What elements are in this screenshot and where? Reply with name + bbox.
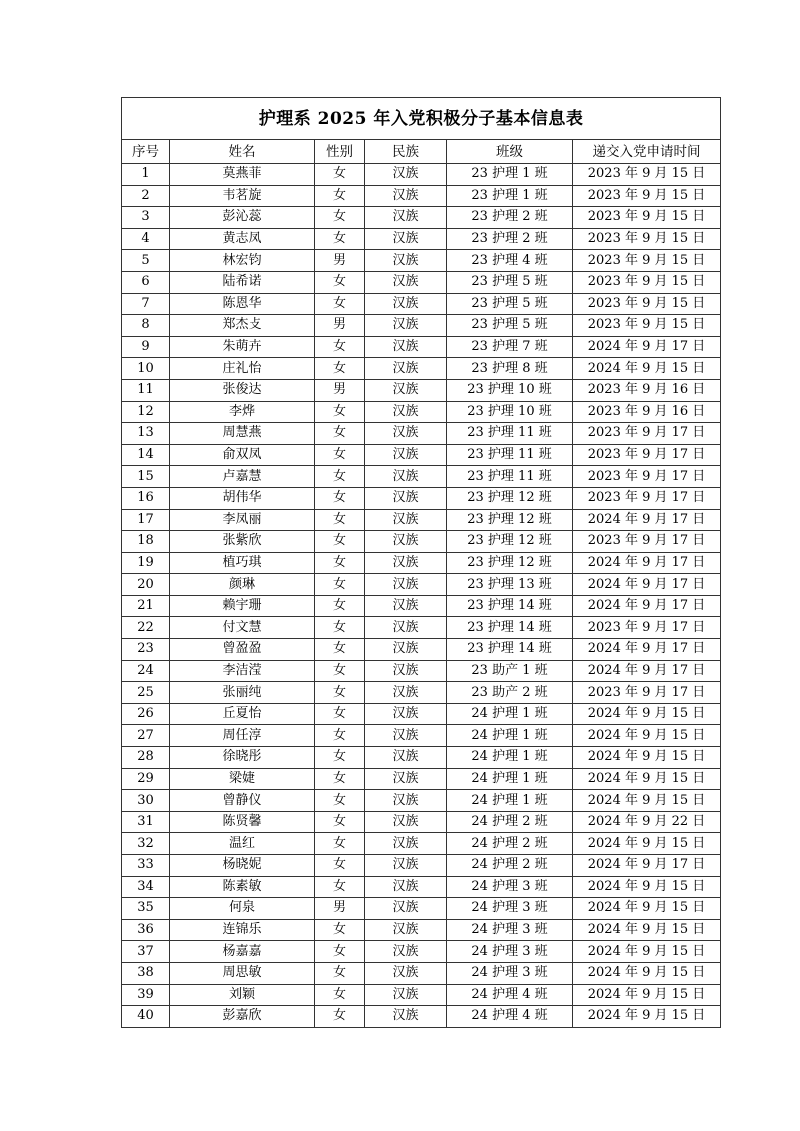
cell-application-date: 2023 年 9 月 15 日	[573, 271, 721, 293]
cell-index: 20	[122, 574, 170, 596]
table-row	[122, 833, 721, 855]
table-row	[122, 660, 721, 682]
cell-application-date: 2024 年 9 月 17 日	[573, 574, 721, 596]
cell-index: 23	[122, 639, 170, 661]
cell-name: 周任淳	[170, 725, 315, 747]
cell-gender: 女	[315, 660, 365, 682]
cell-index: 13	[122, 423, 170, 445]
cell-index: 16	[122, 487, 170, 509]
cell-gender: 女	[315, 639, 365, 661]
header-gender: 性别	[315, 140, 365, 164]
cell-class: 24 护理 4 班	[447, 1006, 573, 1028]
table-row	[122, 271, 721, 293]
cell-gender: 女	[315, 487, 365, 509]
table-row	[122, 487, 721, 509]
cell-name: 俞双凤	[170, 444, 315, 466]
cell-application-date: 2023 年 9 月 17 日	[573, 466, 721, 488]
cell-class: 24 护理 1 班	[447, 747, 573, 769]
cell-index: 14	[122, 444, 170, 466]
cell-ethnicity: 汉族	[365, 336, 447, 358]
cell-index: 25	[122, 682, 170, 704]
cell-class: 23 护理 2 班	[447, 228, 573, 250]
cell-class: 23 护理 12 班	[447, 487, 573, 509]
cell-ethnicity: 汉族	[365, 919, 447, 941]
cell-class: 23 护理 11 班	[447, 466, 573, 488]
table-row	[122, 595, 721, 617]
cell-class: 23 护理 2 班	[447, 207, 573, 229]
cell-application-date: 2024 年 9 月 17 日	[573, 552, 721, 574]
cell-name: 杨晓妮	[170, 855, 315, 877]
table-title: 护理系 2025 年入党积极分子基本信息表	[122, 98, 721, 140]
cell-name: 陈恩华	[170, 293, 315, 315]
header-row	[122, 140, 721, 164]
cell-gender: 女	[315, 185, 365, 207]
cell-application-date: 2023 年 9 月 17 日	[573, 423, 721, 445]
cell-class: 24 护理 2 班	[447, 811, 573, 833]
cell-name: 李洁滢	[170, 660, 315, 682]
cell-gender: 女	[315, 768, 365, 790]
cell-gender: 女	[315, 552, 365, 574]
cell-gender: 女	[315, 509, 365, 531]
table-row	[122, 293, 721, 315]
cell-class: 24 护理 3 班	[447, 962, 573, 984]
cell-name: 陆希诺	[170, 271, 315, 293]
cell-application-date: 2023 年 9 月 17 日	[573, 617, 721, 639]
cell-class: 23 护理 5 班	[447, 293, 573, 315]
cell-name: 曾静仪	[170, 790, 315, 812]
cell-name: 彭嘉欣	[170, 1006, 315, 1028]
cell-application-date: 2023 年 9 月 15 日	[573, 250, 721, 272]
cell-ethnicity: 汉族	[365, 876, 447, 898]
cell-name: 莫燕菲	[170, 164, 315, 186]
cell-index: 18	[122, 531, 170, 553]
cell-class: 23 护理 1 班	[447, 185, 573, 207]
cell-gender: 女	[315, 876, 365, 898]
cell-class: 24 护理 2 班	[447, 833, 573, 855]
cell-ethnicity: 汉族	[365, 531, 447, 553]
cell-name: 周慧燕	[170, 423, 315, 445]
cell-name: 温红	[170, 833, 315, 855]
cell-index: 36	[122, 919, 170, 941]
cell-application-date: 2023 年 9 月 17 日	[573, 487, 721, 509]
table-row	[122, 1006, 721, 1028]
cell-application-date: 2023 年 9 月 17 日	[573, 682, 721, 704]
table-row	[122, 552, 721, 574]
header-name: 姓名	[170, 140, 315, 164]
cell-gender: 女	[315, 423, 365, 445]
cell-ethnicity: 汉族	[365, 962, 447, 984]
cell-application-date: 2024 年 9 月 17 日	[573, 509, 721, 531]
header-ethnicity: 民族	[365, 140, 447, 164]
cell-index: 38	[122, 962, 170, 984]
cell-name: 颜琳	[170, 574, 315, 596]
cell-index: 5	[122, 250, 170, 272]
cell-class: 24 护理 1 班	[447, 703, 573, 725]
cell-name: 赖宇珊	[170, 595, 315, 617]
cell-ethnicity: 汉族	[365, 855, 447, 877]
cell-gender: 女	[315, 401, 365, 423]
cell-name: 张丽纯	[170, 682, 315, 704]
cell-gender: 女	[315, 811, 365, 833]
cell-class: 24 护理 3 班	[447, 876, 573, 898]
table-row	[122, 379, 721, 401]
cell-name: 连锦乐	[170, 919, 315, 941]
cell-name: 陈素敏	[170, 876, 315, 898]
table-row	[122, 185, 721, 207]
cell-name: 李烨	[170, 401, 315, 423]
cell-application-date: 2024 年 9 月 17 日	[573, 336, 721, 358]
cell-ethnicity: 汉族	[365, 811, 447, 833]
table-row	[122, 919, 721, 941]
cell-name: 植巧琪	[170, 552, 315, 574]
table-row	[122, 250, 721, 272]
cell-class: 23 护理 12 班	[447, 552, 573, 574]
cell-ethnicity: 汉族	[365, 358, 447, 380]
cell-index: 30	[122, 790, 170, 812]
cell-class: 23 护理 8 班	[447, 358, 573, 380]
cell-ethnicity: 汉族	[365, 185, 447, 207]
cell-class: 23 护理 14 班	[447, 595, 573, 617]
cell-index: 10	[122, 358, 170, 380]
cell-class: 23 护理 13 班	[447, 574, 573, 596]
cell-ethnicity: 汉族	[365, 768, 447, 790]
cell-class: 24 护理 3 班	[447, 941, 573, 963]
cell-index: 11	[122, 379, 170, 401]
table-row	[122, 725, 721, 747]
cell-name: 庄礼怡	[170, 358, 315, 380]
cell-application-date: 2024 年 9 月 17 日	[573, 639, 721, 661]
cell-index: 4	[122, 228, 170, 250]
cell-class: 23 护理 11 班	[447, 423, 573, 445]
cell-ethnicity: 汉族	[365, 898, 447, 920]
cell-ethnicity: 汉族	[365, 574, 447, 596]
cell-index: 3	[122, 207, 170, 229]
cell-index: 6	[122, 271, 170, 293]
cell-application-date: 2024 年 9 月 15 日	[573, 962, 721, 984]
cell-index: 35	[122, 898, 170, 920]
table-row	[122, 962, 721, 984]
cell-index: 12	[122, 401, 170, 423]
table-row	[122, 898, 721, 920]
cell-ethnicity: 汉族	[365, 725, 447, 747]
cell-gender: 女	[315, 855, 365, 877]
cell-class: 23 护理 12 班	[447, 509, 573, 531]
cell-name: 林宏钧	[170, 250, 315, 272]
cell-ethnicity: 汉族	[365, 703, 447, 725]
table-row	[122, 358, 721, 380]
cell-index: 39	[122, 984, 170, 1006]
cell-name: 杨嘉嘉	[170, 941, 315, 963]
cell-application-date: 2023 年 9 月 15 日	[573, 207, 721, 229]
cell-index: 37	[122, 941, 170, 963]
table-row	[122, 639, 721, 661]
table-row	[122, 984, 721, 1006]
table-row	[122, 768, 721, 790]
table-row	[122, 941, 721, 963]
cell-class: 23 护理 11 班	[447, 444, 573, 466]
cell-class: 24 护理 3 班	[447, 898, 573, 920]
cell-class: 23 护理 4 班	[447, 250, 573, 272]
cell-index: 28	[122, 747, 170, 769]
cell-ethnicity: 汉族	[365, 271, 447, 293]
cell-gender: 女	[315, 617, 365, 639]
cell-gender: 女	[315, 164, 365, 186]
cell-name: 周思敏	[170, 962, 315, 984]
cell-application-date: 2024 年 9 月 17 日	[573, 595, 721, 617]
cell-class: 23 助产 1 班	[447, 660, 573, 682]
table-row	[122, 682, 721, 704]
cell-ethnicity: 汉族	[365, 790, 447, 812]
cell-name: 张紫欣	[170, 531, 315, 553]
cell-class: 23 护理 5 班	[447, 271, 573, 293]
cell-ethnicity: 汉族	[365, 747, 447, 769]
cell-application-date: 2023 年 9 月 17 日	[573, 444, 721, 466]
cell-gender: 女	[315, 962, 365, 984]
cell-index: 7	[122, 293, 170, 315]
cell-ethnicity: 汉族	[365, 833, 447, 855]
cell-name: 刘颖	[170, 984, 315, 1006]
table-row	[122, 315, 721, 337]
cell-name: 付文慧	[170, 617, 315, 639]
table-row	[122, 790, 721, 812]
cell-ethnicity: 汉族	[365, 941, 447, 963]
cell-ethnicity: 汉族	[365, 401, 447, 423]
cell-application-date: 2023 年 9 月 15 日	[573, 185, 721, 207]
cell-name: 李凤丽	[170, 509, 315, 531]
cell-class: 24 护理 1 班	[447, 790, 573, 812]
cell-application-date: 2023 年 9 月 16 日	[573, 401, 721, 423]
table-row	[122, 855, 721, 877]
table-row	[122, 444, 721, 466]
cell-gender: 女	[315, 595, 365, 617]
member-info-table	[121, 97, 721, 1028]
cell-gender: 女	[315, 228, 365, 250]
cell-gender: 男	[315, 315, 365, 337]
cell-application-date: 2023 年 9 月 15 日	[573, 293, 721, 315]
cell-gender: 女	[315, 207, 365, 229]
cell-name: 徐晓彤	[170, 747, 315, 769]
cell-name: 郑杰攴	[170, 315, 315, 337]
cell-index: 33	[122, 855, 170, 877]
cell-ethnicity: 汉族	[365, 466, 447, 488]
table-row	[122, 509, 721, 531]
cell-application-date: 2024 年 9 月 15 日	[573, 790, 721, 812]
table-row	[122, 164, 721, 186]
cell-index: 1	[122, 164, 170, 186]
cell-gender: 女	[315, 466, 365, 488]
table-row	[122, 811, 721, 833]
cell-name: 何泉	[170, 898, 315, 920]
cell-class: 24 护理 1 班	[447, 725, 573, 747]
cell-application-date: 2024 年 9 月 15 日	[573, 941, 721, 963]
table-row	[122, 228, 721, 250]
cell-application-date: 2024 年 9 月 15 日	[573, 358, 721, 380]
cell-gender: 女	[315, 271, 365, 293]
cell-gender: 女	[315, 747, 365, 769]
table-row	[122, 876, 721, 898]
cell-application-date: 2023 年 9 月 15 日	[573, 164, 721, 186]
table-row	[122, 617, 721, 639]
cell-gender: 女	[315, 293, 365, 315]
cell-application-date: 2023 年 9 月 15 日	[573, 228, 721, 250]
cell-ethnicity: 汉族	[365, 164, 447, 186]
cell-class: 23 护理 14 班	[447, 639, 573, 661]
cell-ethnicity: 汉族	[365, 682, 447, 704]
cell-gender: 女	[315, 833, 365, 855]
table-row	[122, 703, 721, 725]
header-application-date: 递交入党申请时间	[573, 140, 721, 164]
cell-gender: 女	[315, 336, 365, 358]
cell-class: 23 护理 14 班	[447, 617, 573, 639]
cell-ethnicity: 汉族	[365, 379, 447, 401]
cell-name: 朱萌卉	[170, 336, 315, 358]
cell-application-date: 2024 年 9 月 17 日	[573, 660, 721, 682]
cell-ethnicity: 汉族	[365, 423, 447, 445]
table-row	[122, 531, 721, 553]
table-row	[122, 207, 721, 229]
cell-index: 29	[122, 768, 170, 790]
table-row	[122, 336, 721, 358]
cell-application-date: 2023 年 9 月 16 日	[573, 379, 721, 401]
cell-gender: 男	[315, 250, 365, 272]
cell-index: 26	[122, 703, 170, 725]
cell-index: 17	[122, 509, 170, 531]
cell-ethnicity: 汉族	[365, 1006, 447, 1028]
cell-gender: 男	[315, 379, 365, 401]
cell-name: 黄志凤	[170, 228, 315, 250]
cell-ethnicity: 汉族	[365, 487, 447, 509]
cell-application-date: 2024 年 9 月 15 日	[573, 919, 721, 941]
table-row	[122, 574, 721, 596]
cell-name: 卢嘉慧	[170, 466, 315, 488]
cell-ethnicity: 汉族	[365, 250, 447, 272]
cell-application-date: 2024 年 9 月 22 日	[573, 811, 721, 833]
table-row	[122, 401, 721, 423]
cell-application-date: 2023 年 9 月 15 日	[573, 315, 721, 337]
cell-index: 31	[122, 811, 170, 833]
cell-name: 彭沁蕊	[170, 207, 315, 229]
cell-application-date: 2024 年 9 月 15 日	[573, 725, 721, 747]
cell-class: 23 护理 5 班	[447, 315, 573, 337]
cell-class: 23 护理 12 班	[447, 531, 573, 553]
cell-class: 23 助产 2 班	[447, 682, 573, 704]
header-index: 序号	[122, 140, 170, 164]
cell-index: 34	[122, 876, 170, 898]
cell-gender: 女	[315, 574, 365, 596]
table-body	[122, 164, 721, 1028]
cell-application-date: 2024 年 9 月 15 日	[573, 876, 721, 898]
cell-index: 9	[122, 336, 170, 358]
cell-gender: 女	[315, 919, 365, 941]
cell-gender: 男	[315, 898, 365, 920]
table-row	[122, 466, 721, 488]
cell-index: 40	[122, 1006, 170, 1028]
cell-class: 23 护理 1 班	[447, 164, 573, 186]
cell-index: 27	[122, 725, 170, 747]
cell-index: 24	[122, 660, 170, 682]
cell-name: 张俊达	[170, 379, 315, 401]
cell-application-date: 2024 年 9 月 15 日	[573, 747, 721, 769]
cell-name: 陈贤馨	[170, 811, 315, 833]
cell-ethnicity: 汉族	[365, 595, 447, 617]
info-sheet	[121, 97, 720, 1028]
cell-class: 24 护理 3 班	[447, 919, 573, 941]
cell-index: 19	[122, 552, 170, 574]
cell-gender: 女	[315, 531, 365, 553]
cell-name: 丘夏怡	[170, 703, 315, 725]
cell-gender: 女	[315, 703, 365, 725]
cell-gender: 女	[315, 358, 365, 380]
cell-ethnicity: 汉族	[365, 660, 447, 682]
cell-gender: 女	[315, 725, 365, 747]
cell-application-date: 2024 年 9 月 15 日	[573, 703, 721, 725]
header-class: 班级	[447, 140, 573, 164]
cell-index: 15	[122, 466, 170, 488]
cell-index: 22	[122, 617, 170, 639]
cell-name: 曾盈盈	[170, 639, 315, 661]
cell-ethnicity: 汉族	[365, 509, 447, 531]
cell-class: 24 护理 4 班	[447, 984, 573, 1006]
cell-class: 23 护理 7 班	[447, 336, 573, 358]
cell-gender: 女	[315, 941, 365, 963]
cell-application-date: 2023 年 9 月 17 日	[573, 531, 721, 553]
cell-name: 梁婕	[170, 768, 315, 790]
cell-application-date: 2024 年 9 月 15 日	[573, 768, 721, 790]
cell-class: 23 护理 10 班	[447, 401, 573, 423]
cell-gender: 女	[315, 1006, 365, 1028]
cell-application-date: 2024 年 9 月 15 日	[573, 1006, 721, 1028]
cell-gender: 女	[315, 444, 365, 466]
cell-class: 24 护理 1 班	[447, 768, 573, 790]
table-row	[122, 747, 721, 769]
cell-gender: 女	[315, 682, 365, 704]
cell-ethnicity: 汉族	[365, 617, 447, 639]
cell-ethnicity: 汉族	[365, 552, 447, 574]
cell-index: 21	[122, 595, 170, 617]
cell-index: 8	[122, 315, 170, 337]
cell-ethnicity: 汉族	[365, 444, 447, 466]
cell-ethnicity: 汉族	[365, 984, 447, 1006]
cell-ethnicity: 汉族	[365, 639, 447, 661]
cell-ethnicity: 汉族	[365, 293, 447, 315]
cell-class: 24 护理 2 班	[447, 855, 573, 877]
table-row	[122, 423, 721, 445]
cell-name: 胡伟华	[170, 487, 315, 509]
cell-ethnicity: 汉族	[365, 207, 447, 229]
cell-application-date: 2024 年 9 月 15 日	[573, 984, 721, 1006]
cell-application-date: 2024 年 9 月 17 日	[573, 855, 721, 877]
cell-ethnicity: 汉族	[365, 315, 447, 337]
cell-gender: 女	[315, 984, 365, 1006]
cell-ethnicity: 汉族	[365, 228, 447, 250]
cell-class: 23 护理 10 班	[447, 379, 573, 401]
cell-gender: 女	[315, 790, 365, 812]
cell-application-date: 2024 年 9 月 15 日	[573, 898, 721, 920]
cell-application-date: 2024 年 9 月 15 日	[573, 833, 721, 855]
cell-name: 韦茗旋	[170, 185, 315, 207]
cell-index: 2	[122, 185, 170, 207]
cell-index: 32	[122, 833, 170, 855]
